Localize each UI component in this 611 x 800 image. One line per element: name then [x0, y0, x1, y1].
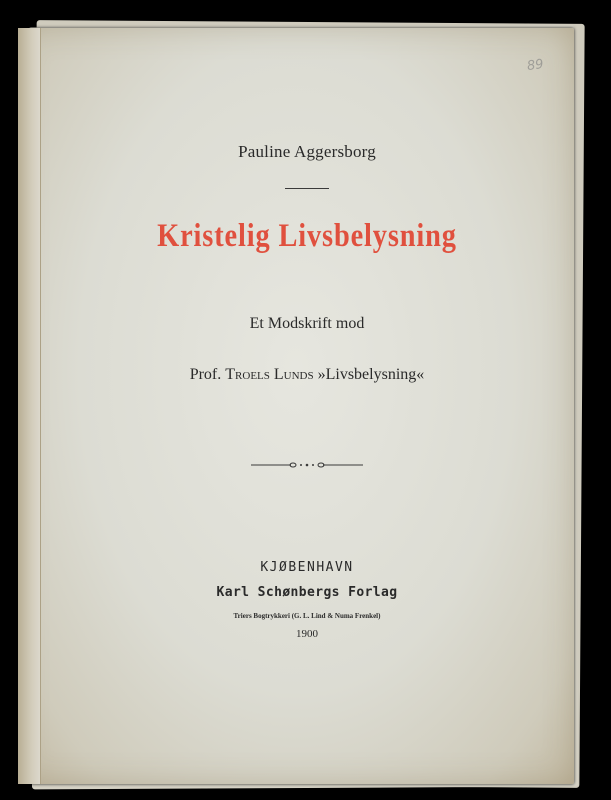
publisher-name: Karl Schønbergs Forlag	[216, 585, 398, 600]
book-cover	[18, 28, 574, 784]
pencil-annotation: 89	[526, 56, 545, 75]
short-rule-divider	[285, 188, 329, 189]
printer-imprint: Triers Bogtrykkeri (G. L. Lind & Numa Frenkel)	[233, 612, 381, 620]
author-name: Pauline Aggersborg	[238, 142, 376, 161]
publication-city: KJØBENHAVN	[260, 560, 354, 575]
subtitle-author-name: Troels Lunds	[225, 366, 314, 383]
subtitle-line-2	[40, 366, 574, 384]
cover-content	[40, 28, 574, 784]
publication-year: 1900	[296, 628, 318, 640]
ornament-divider	[251, 460, 363, 470]
subtitle-line-1: Et Modskrift mod	[249, 315, 365, 332]
subtitle-prefix: Prof.	[189, 366, 222, 383]
cover-spine	[18, 28, 41, 784]
subtitle-work-title: »Livsbelysning«	[317, 366, 425, 383]
book-title: Kristelig Livsbelysning	[157, 218, 457, 254]
